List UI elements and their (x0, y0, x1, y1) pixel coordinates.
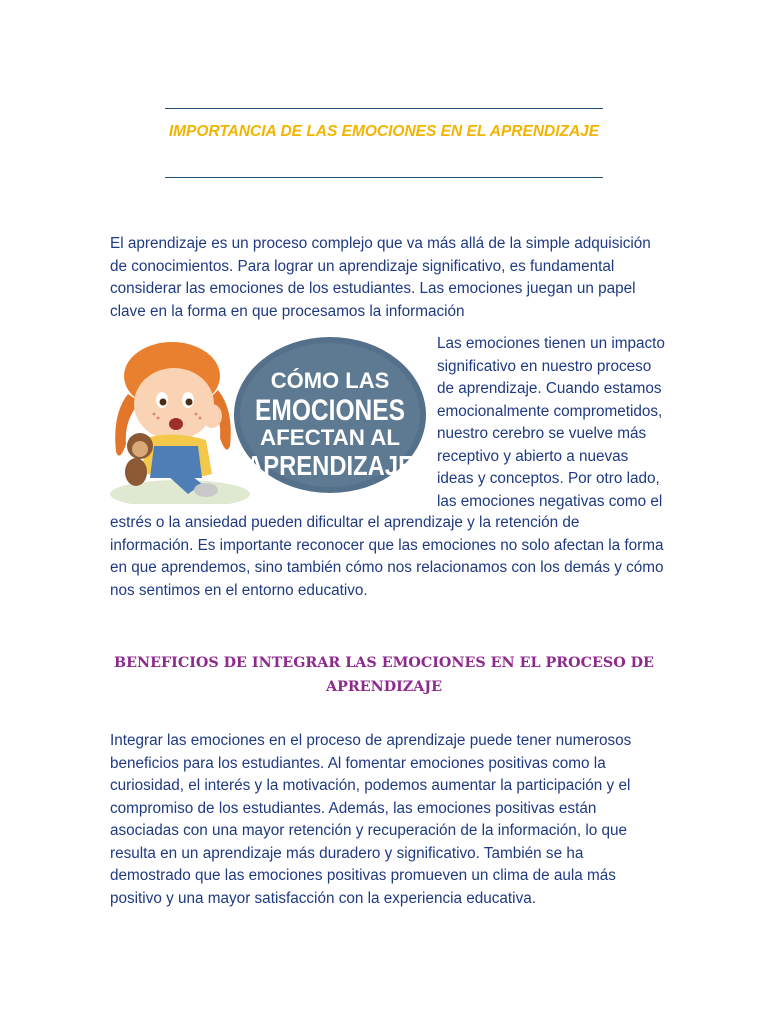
cartoon-child-image (110, 334, 428, 504)
title-rule-top (165, 108, 603, 109)
title-rule-bottom (165, 177, 603, 178)
emotions-illustration (110, 334, 428, 504)
badge-line-4: APRENDIZAJE (246, 450, 414, 481)
badge-line-3: AFECTAN AL (260, 425, 400, 450)
intro-paragraph: El aprendizaje es un proceso complejo que va más allá de la simple adquisición de conocimientos. Para lograr un aprendizaje significativo, es fundamental considerar las emociones de los estudiantes. Las emociones juegan un papel clave en la forma en que procesamos la información (110, 235, 651, 320)
impact-paragraph-side: Las emociones tienen un impacto significativo en nuestro proceso de aprendizaje. Cuando estamos emocionalmente comprometidos, nuestro cerebro se vuelve más receptivo y abierto a nuevas ideas y conceptos. Por otro lado, las emociones negativas como el (437, 335, 665, 510)
benefits-heading: BENEFICIOS DE INTEGRAR LAS EMOCIONES EN EL PROCESO DE APRENDIZAJE (114, 655, 654, 695)
benefits-paragraph: Integrar las emociones en el proceso de aprendizaje puede tener numerosos beneficios para los estudiantes. Al fomentar emociones positivas como la curiosidad, el interés y la motivación, podemos aumentar la participación y el compromiso de los estudiantes. Además, las emociones positivas están asociadas con una mayor retención y recuperación de la información, lo que resulta en un aprendizaje más duradero y significativo. También se ha demostrado que las emociones positivas promueven un clima de aula más positivo y una mayor satisfacción con la experiencia educativa. (110, 732, 632, 907)
impact-paragraph-continued: estrés o la ansiedad pueden dificultar el aprendizaje y la retención de información. Es importante reconocer que las emociones no solo afectan la forma en que aprendemos, sino también cómo nos relacionamos con los demás y cómo nos sentimos en el entorno educativo. (110, 514, 664, 599)
page-title: IMPORTANCIA DE LAS EMOCIONES EN EL APRENDIZAJE (168, 123, 600, 140)
badge-line-2: EMOCIONES (255, 394, 405, 427)
badge-line-1: CÓMO LAS (270, 368, 390, 393)
